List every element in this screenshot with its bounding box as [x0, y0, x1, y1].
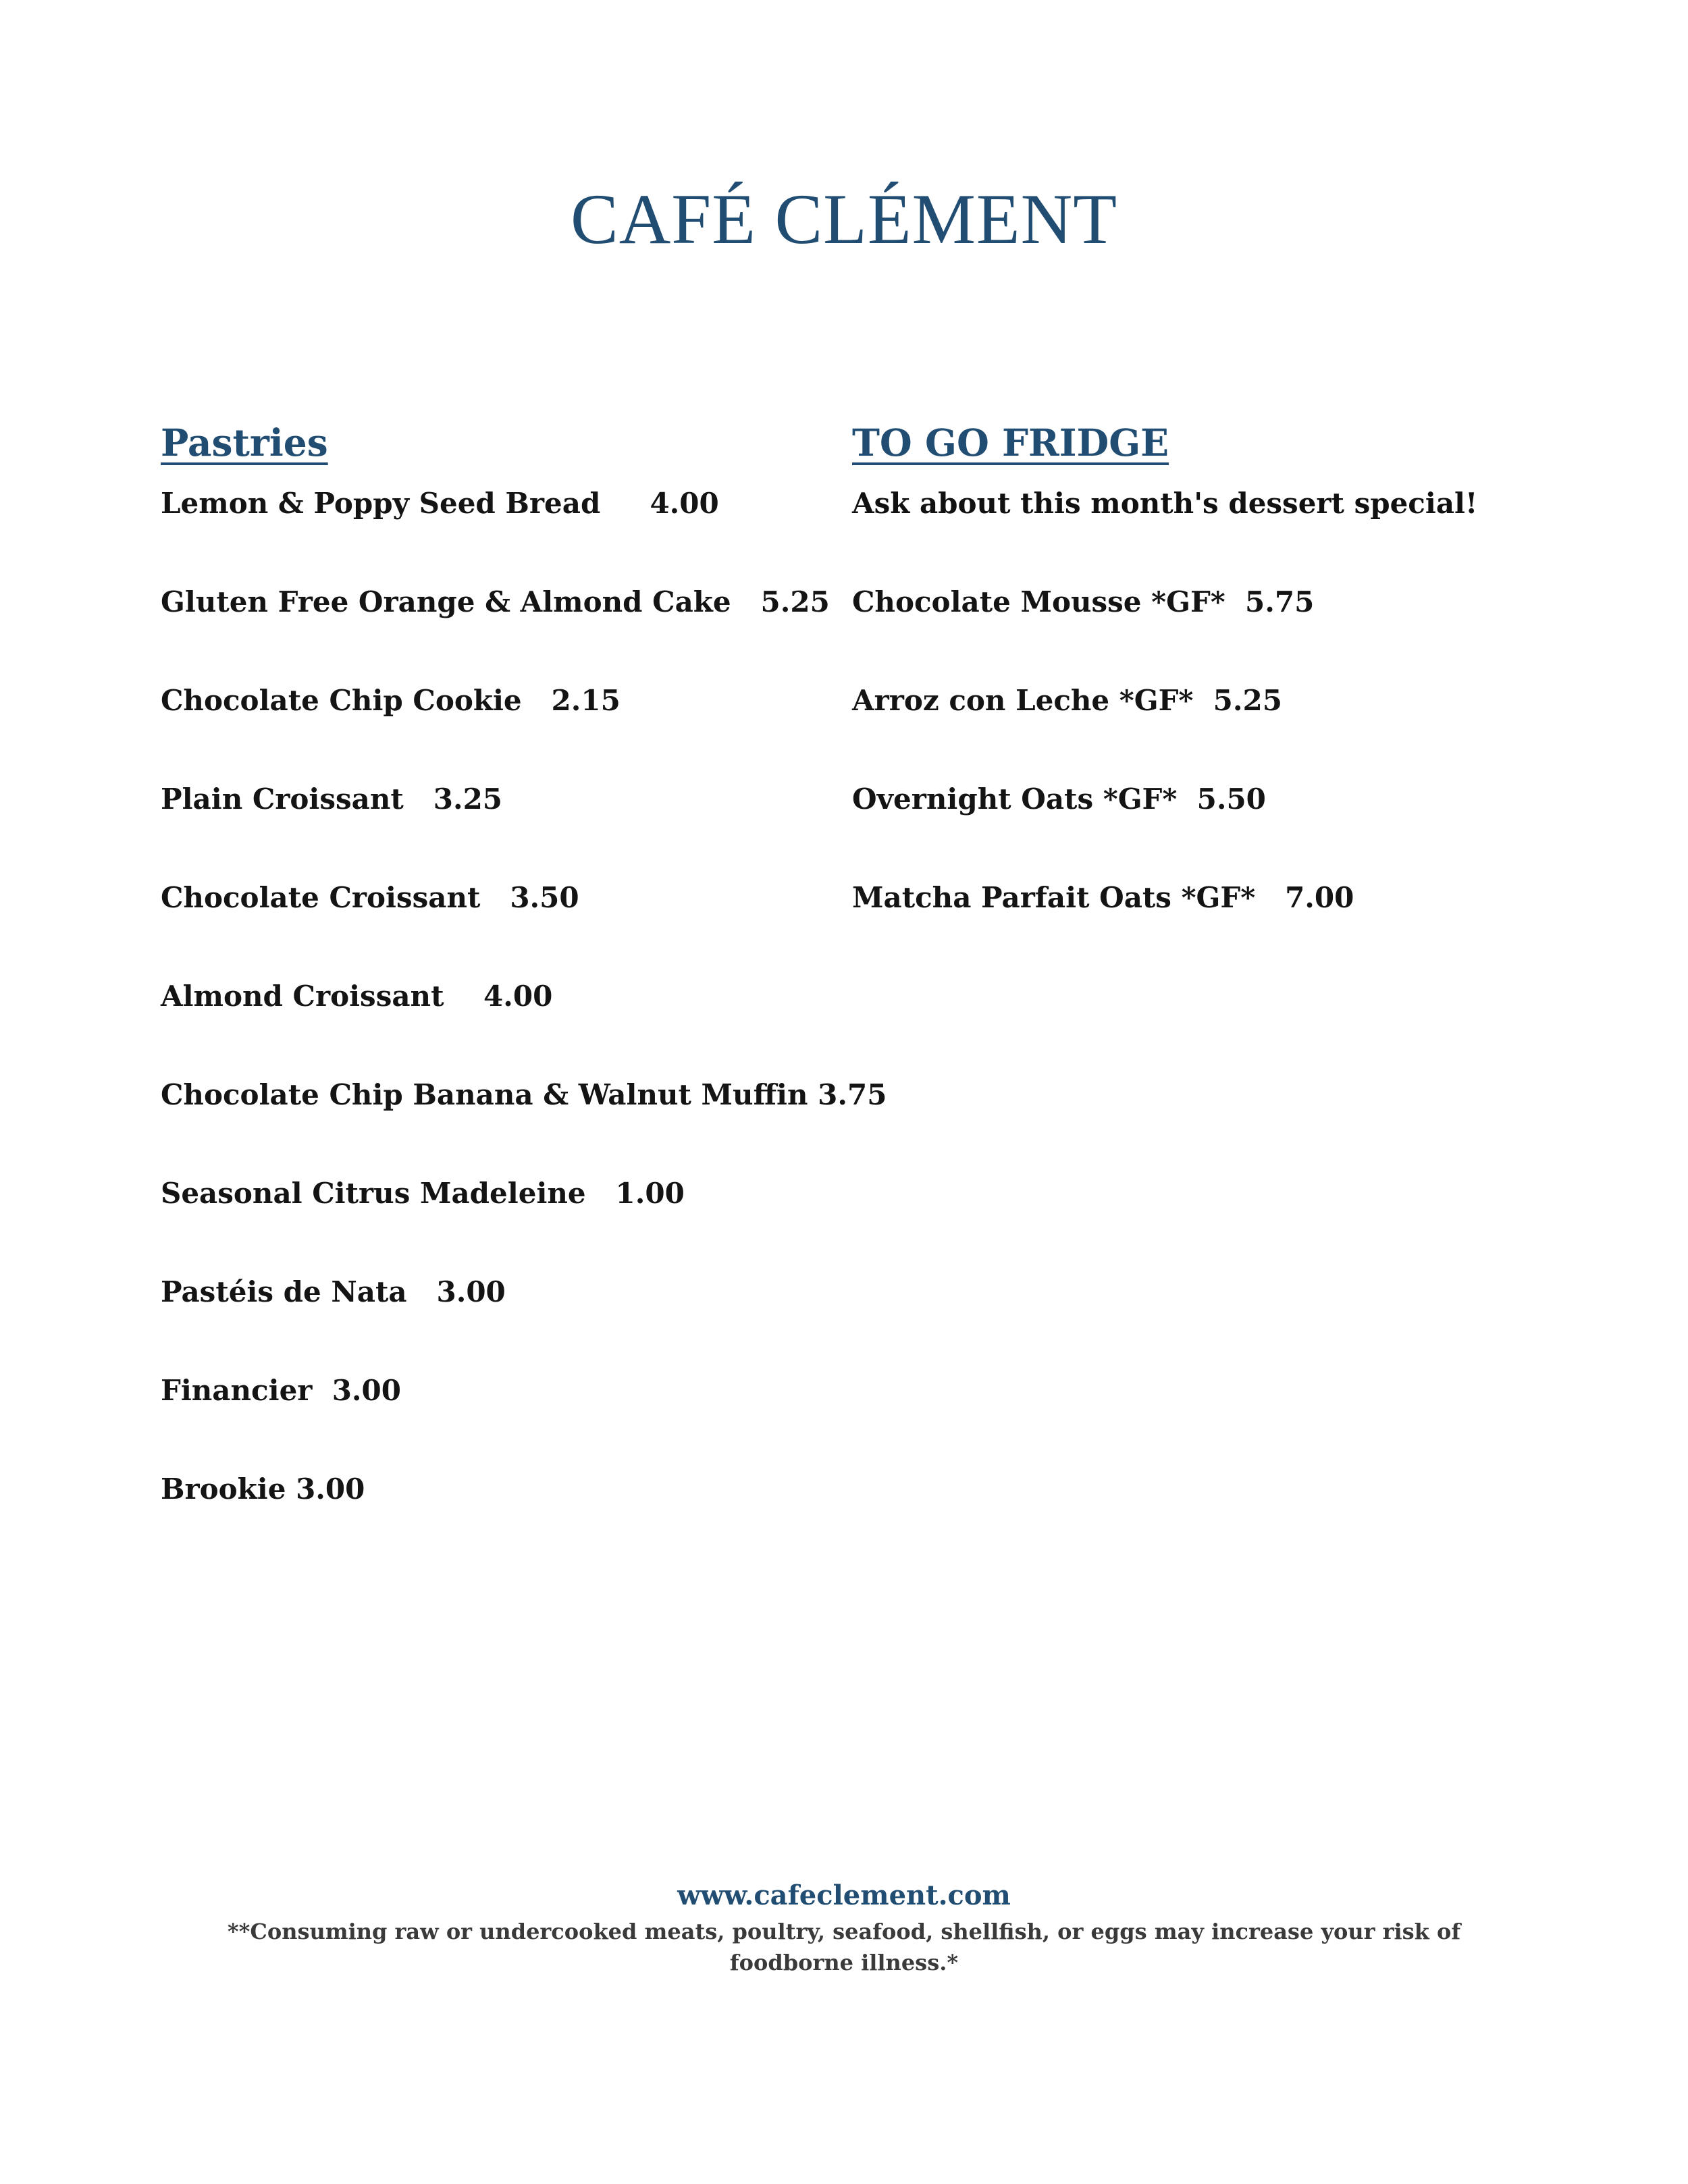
item-name: Plain Croissant	[161, 782, 404, 816]
item-price: 2.15	[551, 684, 621, 717]
item-name: Chocolate Croissant	[161, 881, 481, 914]
item-name: Gluten Free Orange & Almond Cake	[161, 585, 731, 618]
item-name: Lemon & Poppy Seed Bread	[161, 487, 601, 520]
item-name: Overnight Oats *GF*	[852, 782, 1178, 816]
pastries-list	[161, 485, 887, 1508]
website-link[interactable]: www.cafeclement.com	[677, 1880, 1011, 1911]
menu-item	[161, 1175, 822, 1213]
menu-item	[161, 1076, 887, 1114]
menu-item	[161, 1470, 822, 1508]
menu-item	[852, 780, 1527, 818]
item-price: 5.25	[760, 585, 830, 618]
to-go-fridge-heading: TO GO FRIDGE	[852, 421, 1169, 464]
menu-item	[852, 682, 1527, 720]
item-price: 5.75	[1245, 585, 1315, 618]
menu-item	[161, 485, 822, 523]
item-name: Chocolate Mousse *GF*	[852, 585, 1225, 618]
item-name: Brookie	[161, 1472, 286, 1506]
item-name: Arroz con Leche *GF*	[852, 684, 1194, 717]
menu-item	[852, 583, 1527, 621]
pastries-heading: Pastries	[161, 421, 328, 464]
item-name: Seasonal Citrus Madeleine	[161, 1177, 586, 1210]
item-price: 4.00	[483, 980, 553, 1013]
menu-item	[161, 1273, 822, 1311]
to-go-fridge-section	[852, 419, 1527, 917]
food-safety-disclaimer: **Consuming raw or undercooked meats, poultry, seafood, shellfish, or eggs may increase your risk of foodborne illness.*	[227, 1919, 1461, 1975]
menu-item	[161, 682, 822, 720]
item-price: 3.50	[510, 881, 579, 914]
item-price: 3.00	[332, 1374, 401, 1407]
menu-item	[161, 879, 822, 917]
item-price: 3.25	[433, 782, 503, 816]
menu-item	[161, 583, 830, 621]
menu-item	[161, 780, 822, 818]
page-title: CAFÉ CLÉMENT	[571, 180, 1117, 259]
menu-item	[852, 879, 1527, 917]
item-name: Chocolate Chip Cookie	[161, 684, 522, 717]
item-name: Matcha Parfait Oats *GF*	[852, 881, 1256, 914]
item-name: Chocolate Chip Banana & Walnut Muffin	[161, 1078, 808, 1111]
menu-item	[161, 978, 822, 1015]
item-name: Pastéis de Nata	[161, 1275, 407, 1308]
item-price: 5.25	[1213, 684, 1282, 717]
pastries-section	[161, 419, 887, 1508]
dessert-special-note: Ask about this month's dessert special!	[852, 487, 1478, 520]
item-price: 1.00	[615, 1177, 685, 1210]
item-price: 3.75	[818, 1078, 887, 1111]
item-price: 3.00	[296, 1472, 365, 1506]
menu-item	[161, 1372, 822, 1410]
to-go-fridge-list	[852, 583, 1527, 917]
item-price: 3.00	[436, 1275, 506, 1308]
item-price: 7.00	[1285, 881, 1354, 914]
item-price: 4.00	[650, 487, 719, 520]
item-name: Financier	[161, 1374, 313, 1407]
item-name: Almond Croissant	[161, 980, 444, 1013]
item-price: 5.50	[1196, 782, 1266, 816]
